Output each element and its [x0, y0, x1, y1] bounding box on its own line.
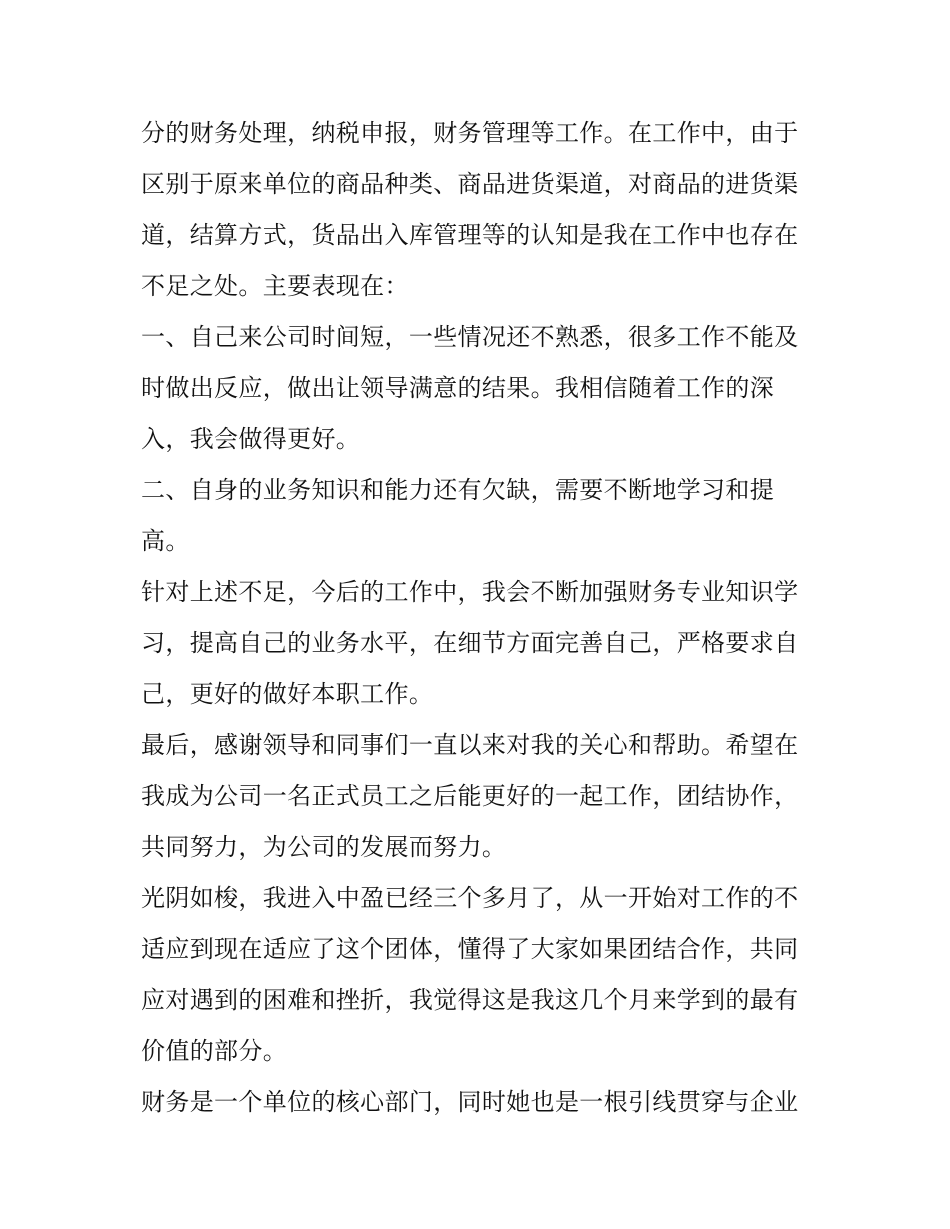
text-line: 应对遇到的困难和挫折，我觉得这是我这几个月来学到的最有 [141, 986, 799, 1014]
text-line: 高。 [141, 527, 190, 555]
text-line: 我成为公司一名正式员工之后能更好的一起工作，团结协作， [141, 782, 799, 810]
text-line: 财务是一个单位的核心部门，同时她也是一根引线贯穿与企业 [141, 1088, 799, 1116]
text-line: 最后，感谢领导和同事们一直以来对我的关心和帮助。希望在 [141, 731, 799, 759]
text-line: 价值的部分。 [141, 1037, 288, 1065]
text-line: 分的财务处理，纳税申报，财务管理等工作。在工作中，由于 [141, 119, 799, 147]
text-line: 共同努力，为公司的发展而努力。 [141, 833, 507, 861]
text-line: 道，结算方式，货品出入库管理等的认知是我在工作中也存在 [141, 221, 799, 249]
text-line: 针对上述不足，今后的工作中，我会不断加强财务专业知识学 [141, 578, 799, 606]
text-line: 入，我会做得更好。 [141, 425, 361, 453]
document-body [141, 108, 821, 1128]
text-line: 己，更好的做好本职工作。 [141, 680, 434, 708]
text-line: 二、自身的业务知识和能力还有欠缺，需要不断地学习和提 [141, 476, 775, 504]
text-line: 一、自己来公司时间短，一些情况还不熟悉，很多工作不能及 [141, 323, 799, 351]
text-line: 不足之处。主要表现在： [141, 272, 409, 300]
text-line: 适应到现在适应了这个团体，懂得了大家如果团结合作，共同 [141, 935, 799, 963]
text-line: 时做出反应，做出让领导满意的结果。我相信随着工作的深 [141, 374, 775, 402]
text-line: 光阴如梭，我进入中盈已经三个多月了，从一开始对工作的不 [141, 884, 799, 912]
text-line: 区别于原来单位的商品种类、商品进货渠道，对商品的进货渠 [141, 170, 799, 198]
text-line: 习，提高自己的业务水平，在细节方面完善自己，严格要求自 [141, 629, 799, 657]
